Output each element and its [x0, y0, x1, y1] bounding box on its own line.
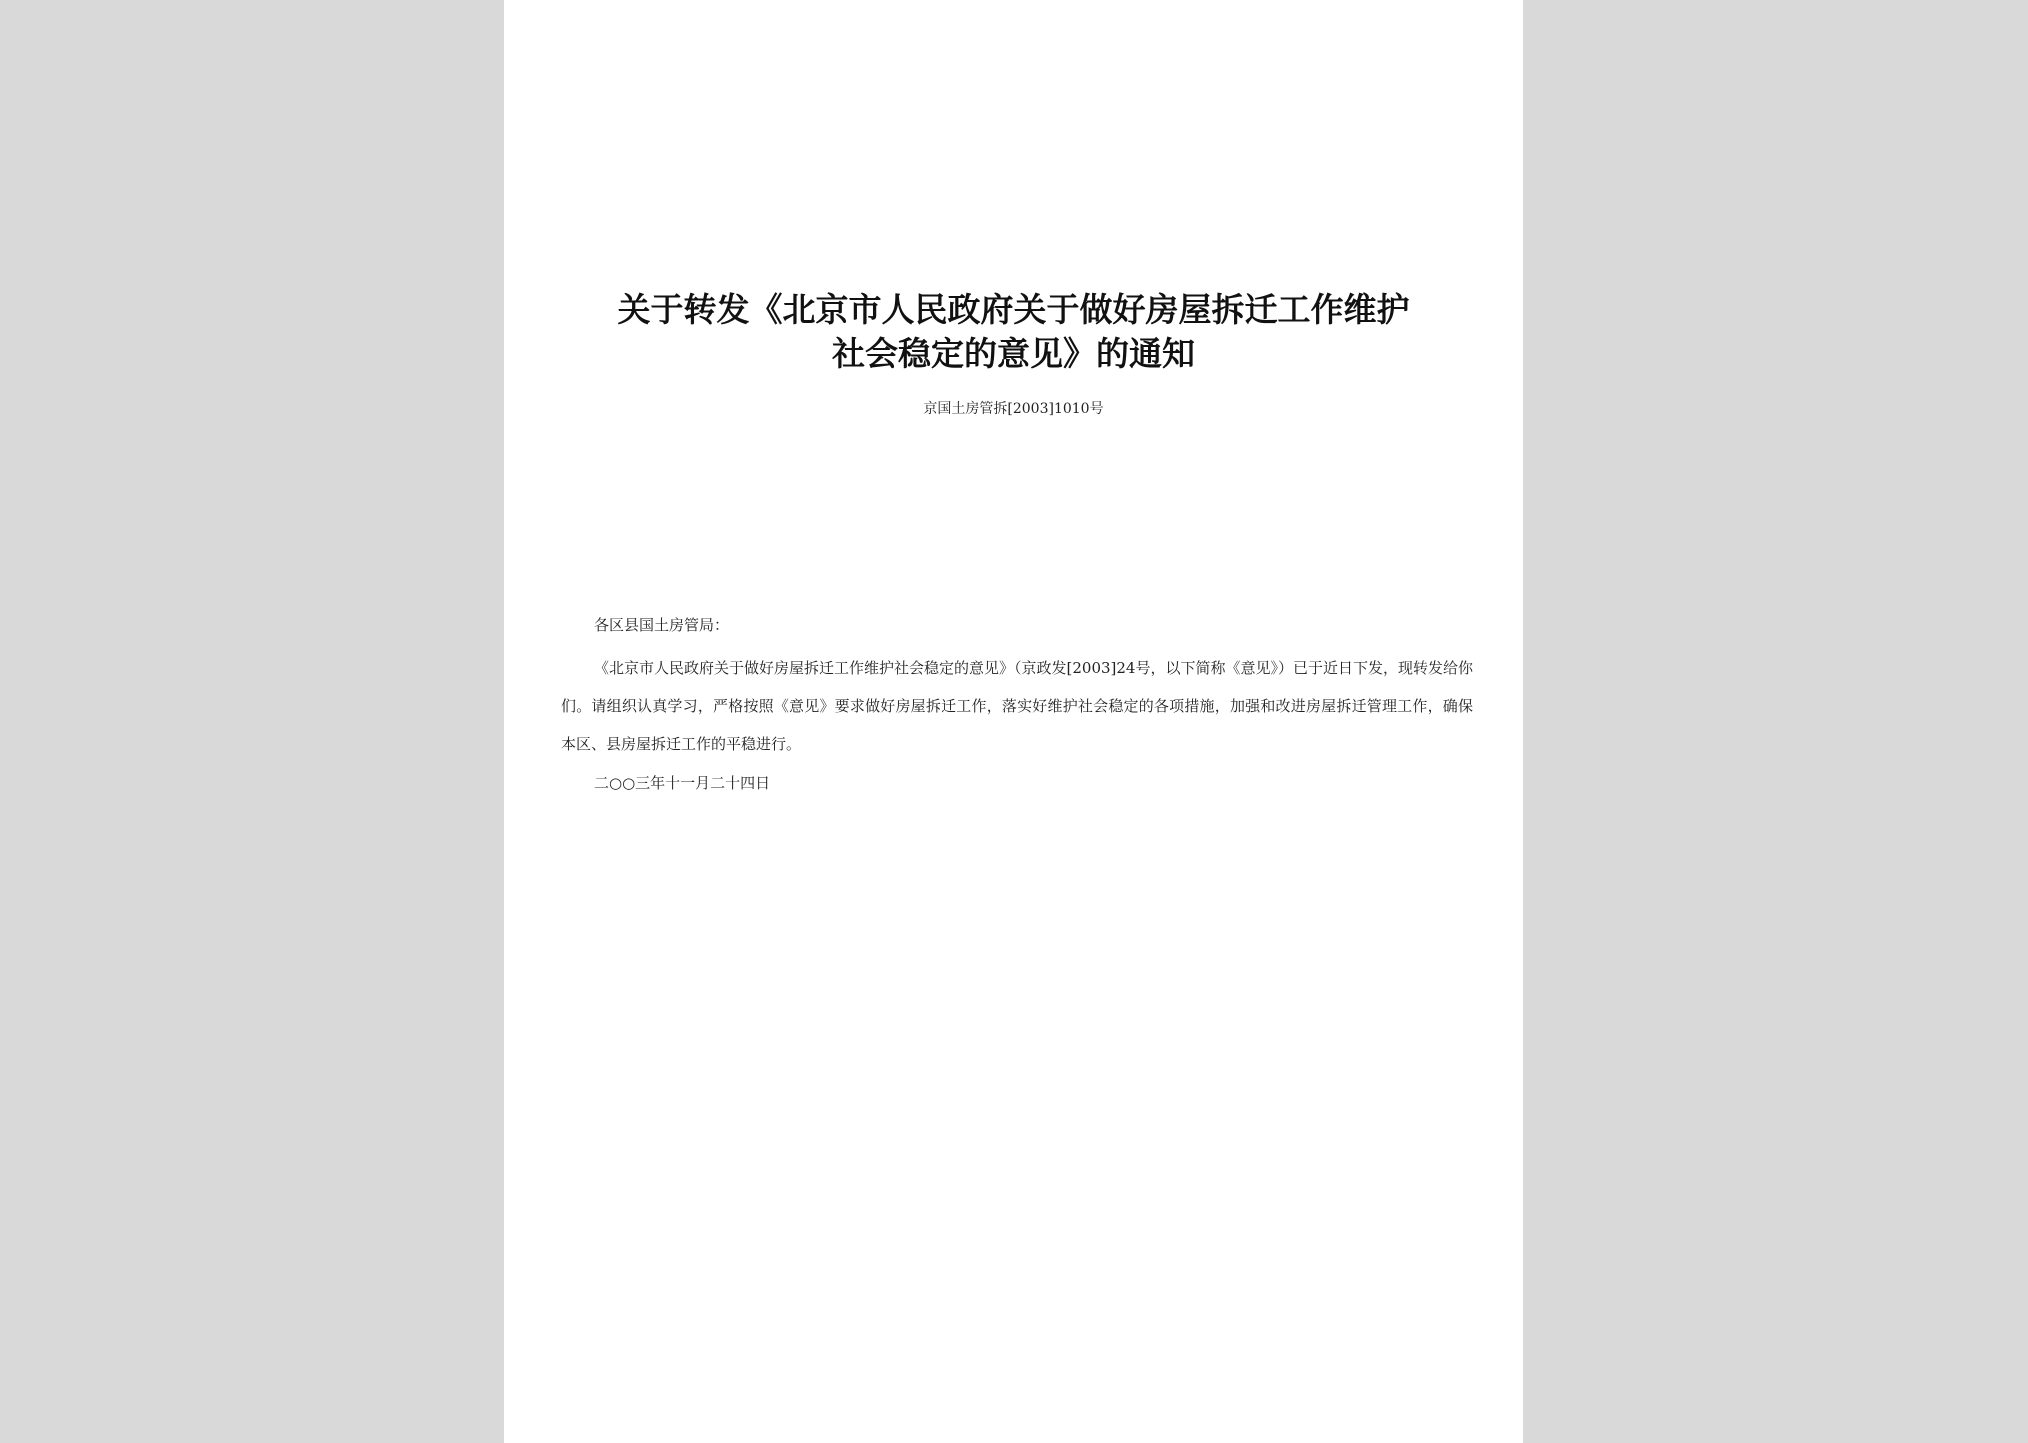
- salutation: 各区县国土房管局：: [594, 616, 730, 634]
- body-paragraph: 《北京市人民政府关于做好房屋拆迁工作维护社会稳定的意见》（京政发[2003]24号，以下简称《意见》）已于近日下发，现转发给你们。请组织认真学习，严格按照《意见》要求做好房屋拆迁工作，落实好维护社会稳定的各项措施，加强和改进房屋拆迁管理工作，确保本区、县房屋拆迁工作的平稳进行。: [561, 659, 1473, 753]
- title-line-1: 关于转发《北京市人民政府关于做好房屋拆迁工作维护: [617, 290, 1410, 329]
- title-line-2: 社会稳定的意见》的通知: [832, 334, 1195, 373]
- document-date: 二○○三年十一月二十四日: [594, 774, 771, 792]
- document-number: 京国土房管拆[2003]1010号: [923, 401, 1104, 417]
- document-page: [504, 0, 1523, 1443]
- document-title: [504, 288, 1523, 376]
